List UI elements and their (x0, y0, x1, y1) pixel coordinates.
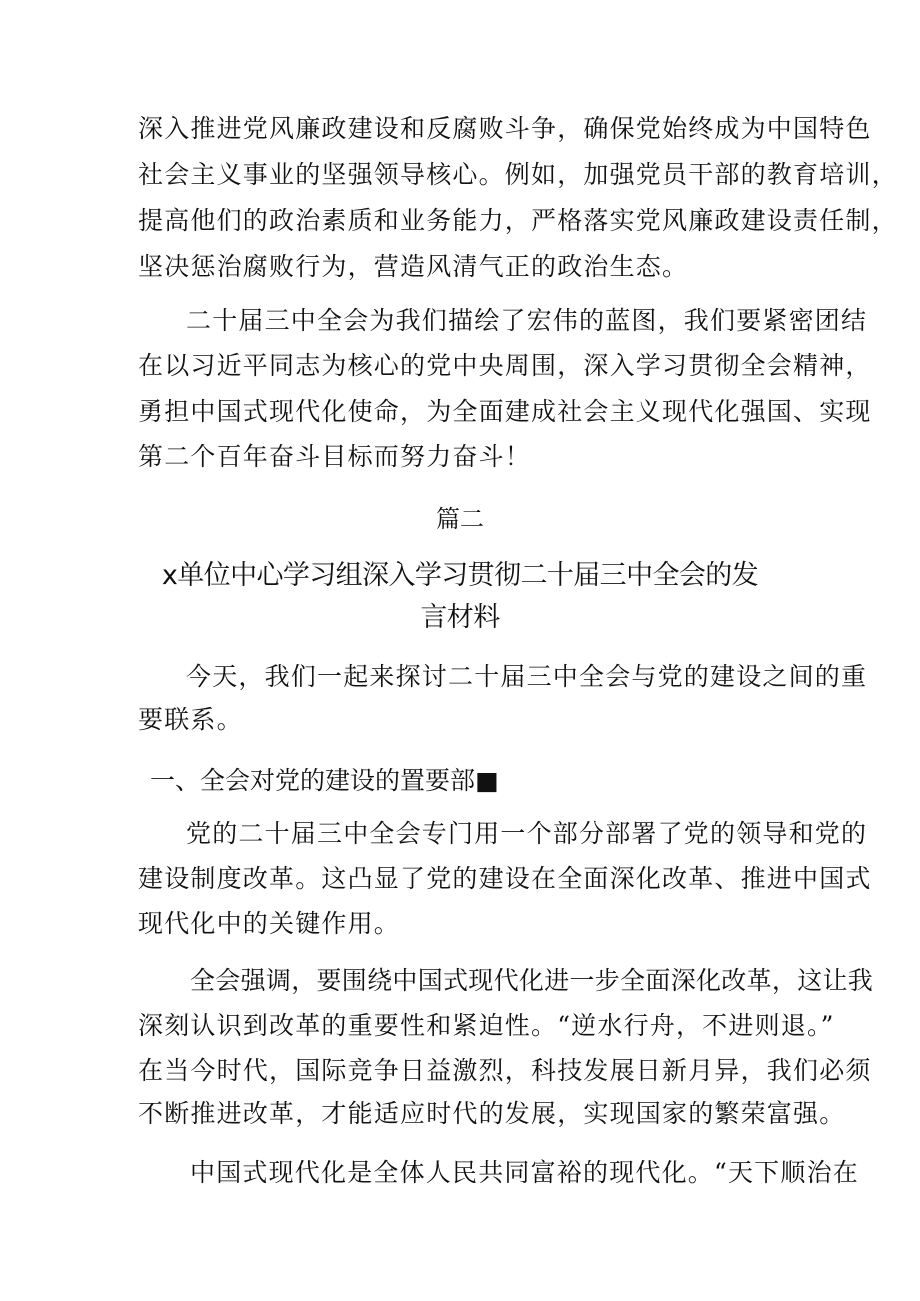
document-title-line1: x单位中心学习组深入学习贯彻二十届三中全会的发 (161, 560, 759, 591)
body-text-line: 今天，我们一起来探讨二十届三中全会与党的建设之间的重 (186, 662, 868, 691)
body-text-line: 党的二十届三中全会专门用一个部分部署了党的领导和党的 (186, 819, 868, 848)
body-text-line: 建设制度改革。这凸显了党的建设在全面深化改革、推进中国式 (138, 864, 872, 893)
section-subheading: 一、全会对党的建设的置要部■ (150, 766, 499, 795)
body-text-line: 社会主义事业的坚强领导核心。例如，加强党员干部的教育培训， (138, 160, 898, 189)
section-mark: 篇二 (436, 505, 484, 533)
body-text-line: 二十届三中全会为我们描绘了宏伟的蓝图，我们要紧密团结 (186, 306, 868, 335)
body-text-line: 要联系。 (138, 705, 243, 734)
body-text-line: 勇担中国式现代化使命，为全面建成社会主义现代化强国、实现 (138, 397, 872, 426)
body-text-line: 坚决惩治腐败行为，营造风清气正的政治生态。 (138, 252, 689, 281)
body-text-line: 深入推进党风廉政建设和反腐败斗争，确保党始终成为中国特色 (138, 114, 872, 143)
body-text-line: 不断推进改革，才能适应时代的发展，实现国家的繁荣富强。 (138, 1099, 846, 1128)
body-text-line: 现代化中的关键作用。 (138, 909, 401, 938)
body-text-line: 深刻认识到改革的重要性和紧迫性。“逆水行舟，不进则退。” (138, 1011, 835, 1040)
body-text-line: 提高他们的政治素质和业务能力，严格落实党风廉政建设责任制， (138, 206, 898, 235)
body-text-line: 第二个百年奋斗目标而努力奋斗！ (138, 442, 532, 471)
document-title-line2: 言材料 (420, 602, 500, 633)
body-text-line: 在以习近平同志为核心的党中央周围，深入学习贯彻全会精神， (138, 351, 872, 380)
body-text-line: 在当今时代，国际竞争日益激烈，科技发展日新月异，我们必须 (138, 1056, 872, 1085)
body-text-line: 全会强调，要围绕中国式现代化进一步全面深化改革，这让我 (190, 966, 874, 995)
body-text-line: 中国式现代化是全体人民共同富裕的现代化。“天下顺治在 (190, 1158, 859, 1187)
